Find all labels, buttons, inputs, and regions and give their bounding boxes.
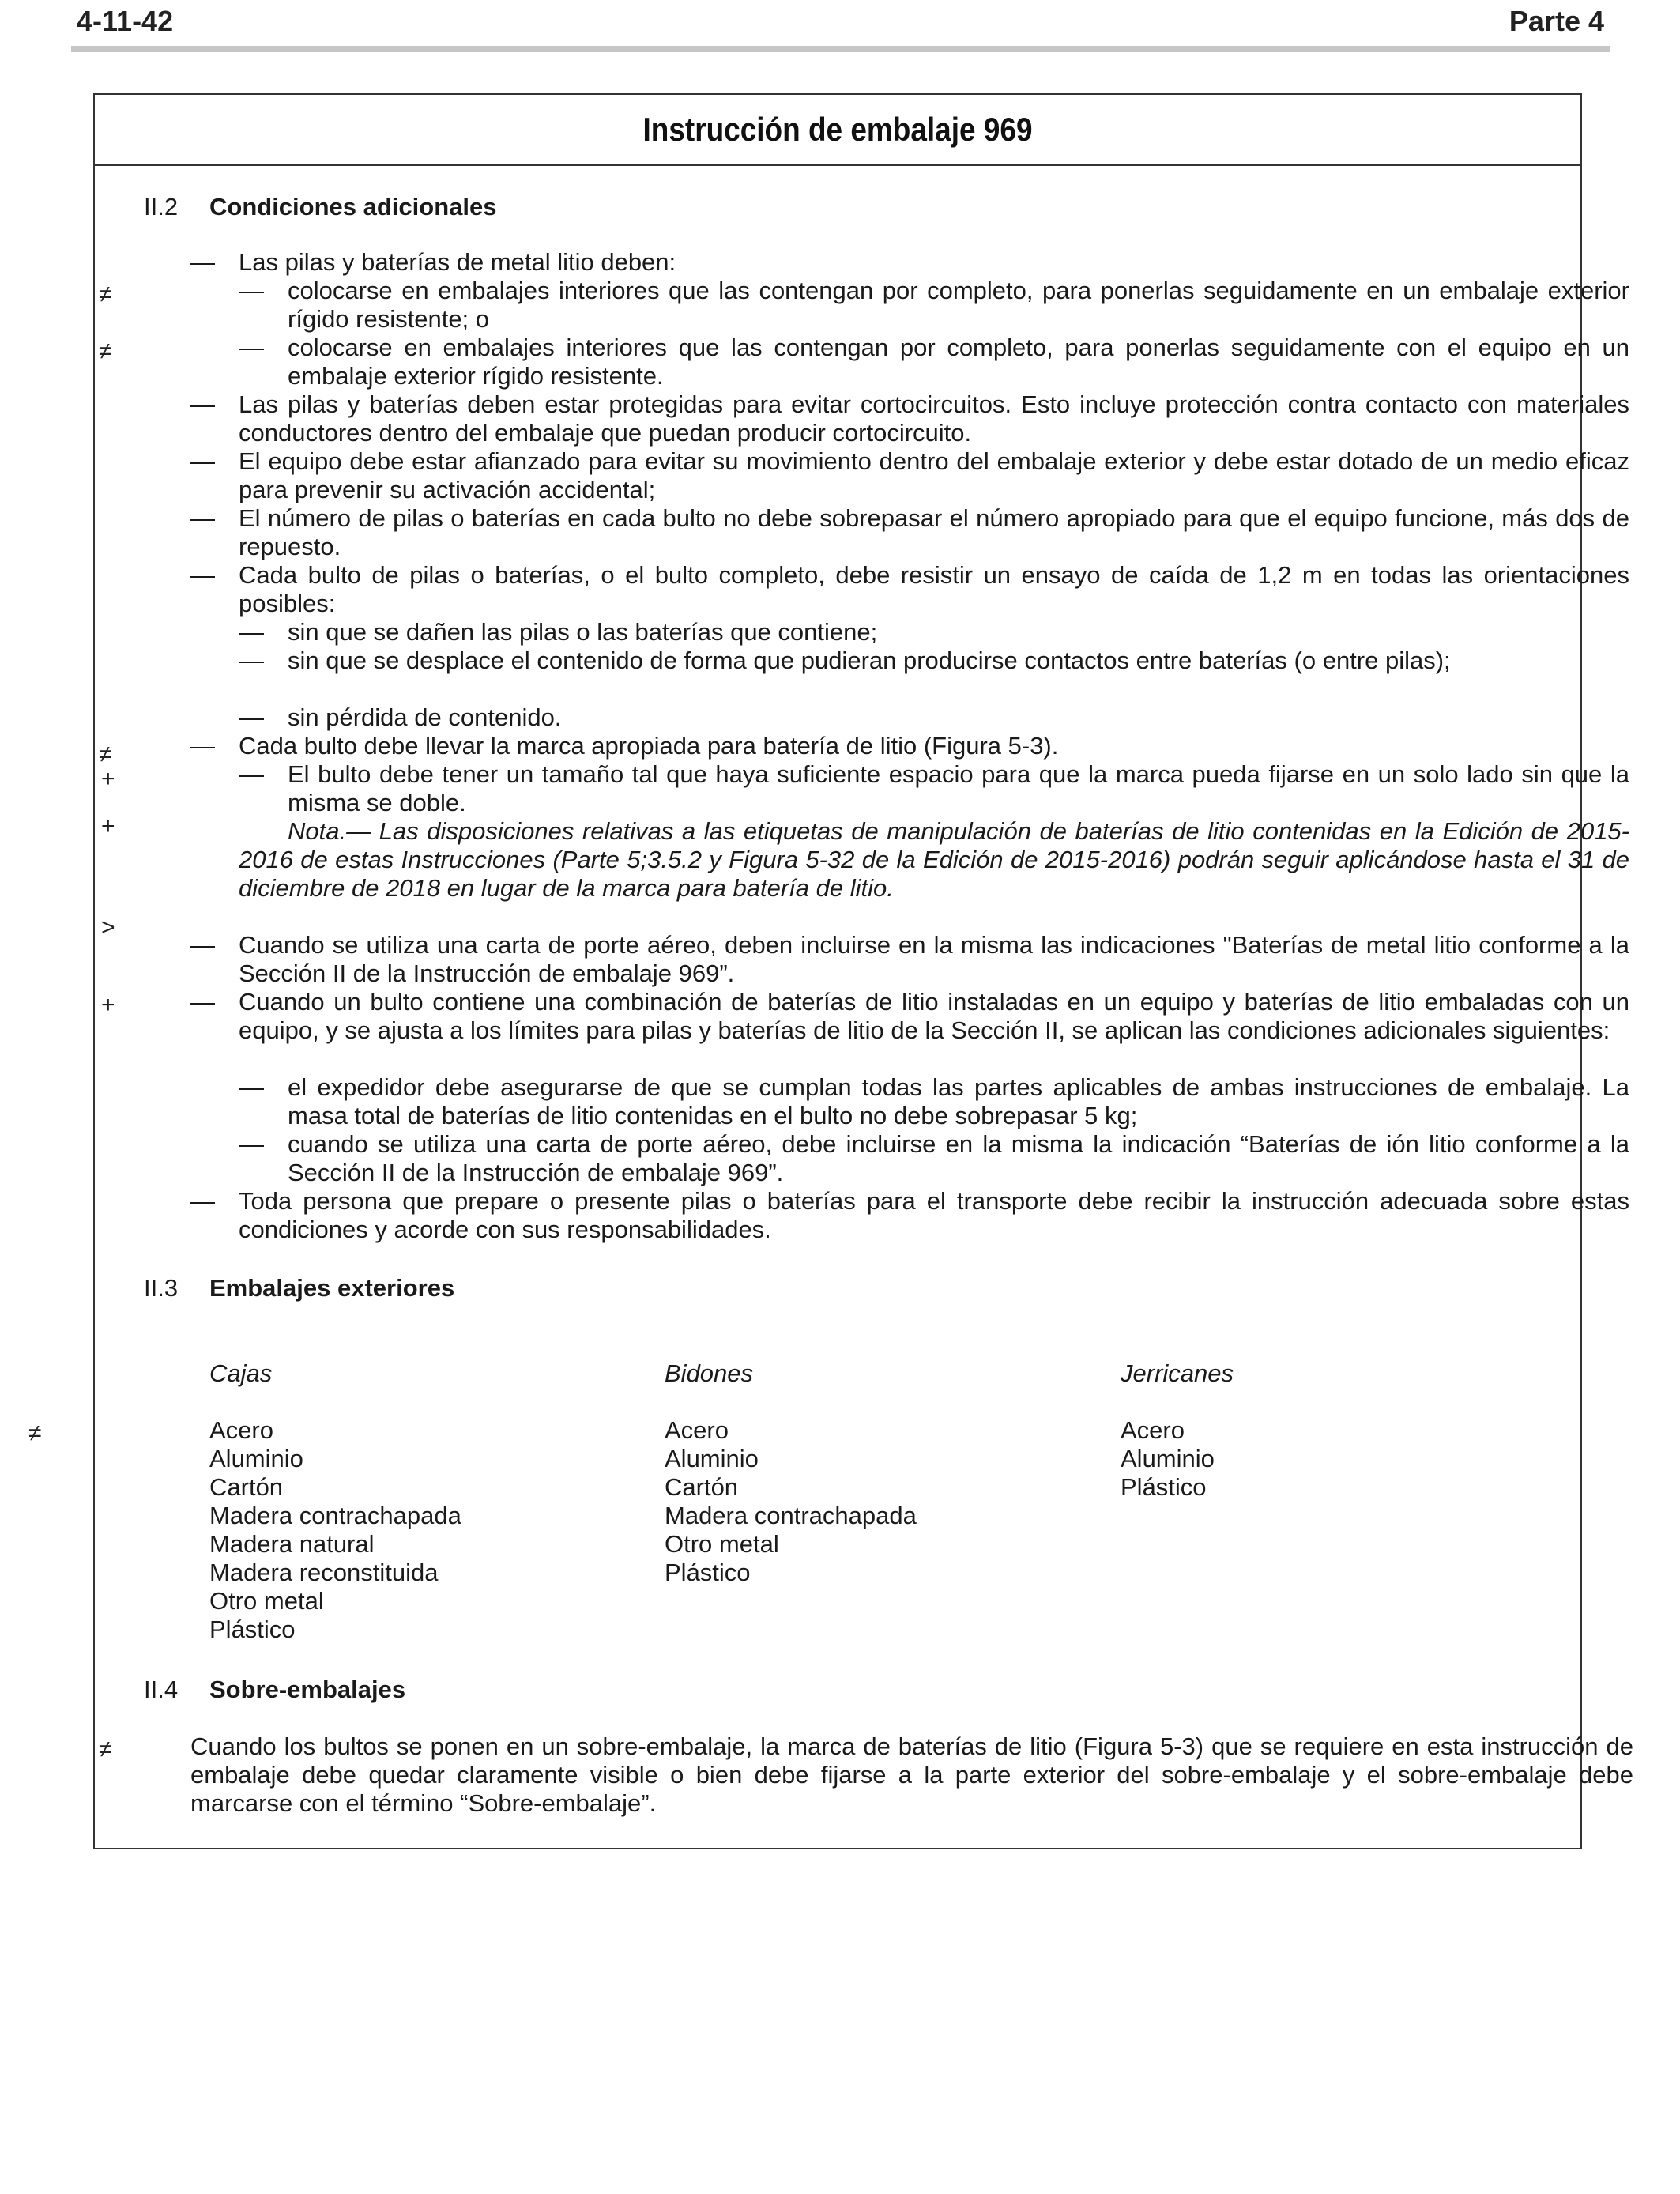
dash: — [190,447,215,475]
dash: — [190,390,215,418]
list-item: Aluminio [1121,1445,1215,1472]
dash: — [190,931,215,959]
dash: — [239,277,264,304]
sub-list-item: el expedidor debe asegurarse de que se cumplan todas las partes aplicables de ambas instrucciones de embalaje. La masa total de baterías de litio contenidas en el bulto no debe sobrepasar 5 kg; [288,1073,1629,1129]
list-item: Cartón [209,1473,284,1501]
move-mark: > [101,914,115,941]
change-mark: ≠ [99,338,112,364]
list-item: Cartón [665,1473,739,1501]
column-heading-bidones: Bidones [665,1359,754,1387]
note-label: Nota.— [288,817,371,845]
header-rule [71,46,1610,52]
section-heading: Embalajes exteriores [209,1274,455,1302]
dash: — [190,1187,215,1215]
dash: — [239,760,264,788]
page-title: Instrucción de embalaje 969 [642,111,1033,148]
dash: — [239,703,264,731]
list-item: Cuando un bulto contiene una combinación de baterías de litio instaladas en un equipo y baterías de litio embaladas con un equipo, y se ajusta a los límites para pilas y baterías de litio de la Sección II, se aplican las condiciones adicionales siguientes: [239,988,1629,1044]
dash: — [190,561,215,589]
list-item: Aluminio [209,1445,303,1472]
dash: — [239,1130,264,1158]
sub-list-item: cuando se utiliza una carta de porte aéreo, debe incluirse en la misma la indicación “Baterías de ión litio conforme a la Sección II de la Instrucción de embalaje 969”. [288,1130,1629,1186]
section-heading: Sobre-embalajes [209,1676,406,1703]
change-mark: ≠ [99,741,112,767]
dash: — [239,647,264,674]
column-heading-cajas: Cajas [209,1359,273,1387]
dash: — [190,248,215,276]
page-number: 4-11-42 [77,5,174,37]
sub-list-item: sin pérdida de contenido. [288,703,562,731]
sub-list-item: sin que se dañen las pilas o las baterías que contiene; [288,618,878,646]
column-heading-jerricanes: Jerricanes [1121,1359,1234,1387]
section-heading: Condiciones adicionales [209,193,497,221]
list-item: Plástico [665,1559,751,1586]
title-bar [95,95,1580,166]
list-item: Cuando se utiliza una carta de porte aéreo, deben incluirse en la misma las indicaciones "Baterías de metal litio conforme a la Sección II de la Instrucción de embalaje 969”. [239,931,1629,987]
sub-list-item: El bulto debe tener un tamaño tal que haya suficiente espacio para que la marca pueda fijarse en un solo lado sin que la misma se doble. [288,760,1629,816]
change-mark: ≠ [99,1736,112,1762]
dash: — [239,1073,264,1101]
addition-mark: + [101,766,115,792]
list-item: El número de pilas o baterías en cada bulto no debe sobrepasar el número apropiado para que el equipo funcione, más dos de repuesto. [239,504,1629,560]
dash: — [190,504,215,532]
change-mark: ≠ [28,1420,42,1446]
sub-list-item: colocarse en embalajes interiores que las contengan por completo, para ponerlas seguidamente con el equipo en un embalaje exterior rígido resistente. [288,334,1629,390]
list-item: El equipo debe estar afianzado para evitar su movimiento dentro del embalaje exterior y debe estar dotado de un medio eficaz para prevenir su activación accidental; [239,447,1629,503]
section-number: II.3 [144,1274,179,1302]
list-item: Toda persona que prepare o presente pilas o baterías para el transporte debe recibir la instrucción adecuada sobre estas condiciones y acorde con sus responsabilidades. [239,1187,1629,1243]
list-item: Acero [1121,1416,1185,1444]
addition-mark: + [101,813,115,839]
part-label: Parte 4 [1509,5,1604,37]
section-number: II.4 [144,1676,179,1703]
list-item: Plástico [1121,1473,1207,1501]
list-item: Madera contrachapada [209,1502,461,1529]
list-item: Acero [665,1416,729,1444]
dash: — [239,618,264,646]
list-item: Plástico [209,1615,296,1643]
note-text: Las disposiciones relativas a las etiquetas de manipulación de baterías de litio contenidas en la Edición de 2015-2016 de estas Instrucciones (Parte 5;3.5.2 y Figura 5-32 de la Edición de 2015-2016) podrán seguir aplicándose hasta el 31 de diciembre de 2018 en lugar de la marca para batería de litio. [239,817,1629,902]
list-item: Cada bulto de pilas o baterías, o el bulto completo, debe resistir un ensayo de caída de 1,2 m en todas las orientaciones posibles: [239,561,1629,617]
list-item: Madera contrachapada [665,1502,917,1529]
list-item: Aluminio [665,1445,759,1472]
note [239,817,1629,903]
list-item: Acero [209,1416,273,1444]
dash: — [190,732,215,760]
instruction-frame [93,93,1633,1849]
addition-mark: + [101,992,115,1018]
change-mark: ≠ [99,281,112,307]
list-item: Las pilas y baterías de metal litio deben: [239,248,676,276]
list-item: Cada bulto debe llevar la marca apropiada para batería de litio (Figura 5-3). [239,732,1059,760]
list-item: Otro metal [665,1530,779,1558]
list-item: Otro metal [209,1587,324,1615]
paragraph: Cuando los bultos se ponen en un sobre-embalaje, la marca de baterías de litio (Figura 5-3) que se requiere en esta instrucción de embalaje debe quedar claramente visible o bien debe fijarse a la parte exterior del sobre-embalaje y el sobre-embalaje debe marcarse con el término “Sobre-embalaje”. [190,1732,1633,1817]
list-item: Madera natural [209,1530,375,1558]
dash: — [190,988,215,1016]
list-item: Madera reconstituida [209,1559,439,1586]
section-number: II.2 [144,193,179,221]
list-item: Las pilas y baterías deben estar protegidas para evitar cortocircuitos. Esto incluye protección contra contacto con materiales conductores dentro del embalaje que puedan producir cortocircuito. [239,390,1629,447]
dash: — [239,334,264,361]
sub-list-item: sin que se desplace el contenido de forma que pudieran producirse contactos entre baterías (o entre pilas); [288,647,1451,674]
sub-list-item: colocarse en embalajes interiores que las contengan por completo, para ponerlas seguidamente en un embalaje exterior rígido resistente; o [288,277,1629,333]
